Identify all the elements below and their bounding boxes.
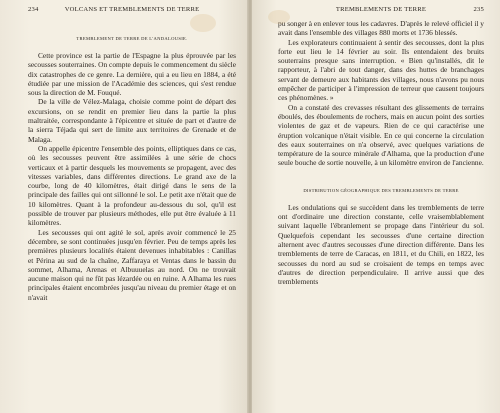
paragraph: De la ville de Vélez-Malaga, choisie comme point de départ des excursions, on se rendit en premier lieu dans la partie la plus maltraitée, correspondante à l'épicentre et située de part et d'autre de la sierra Téjada qui sert de limite aux territoires de Grenade et de Malaga.	[28, 97, 236, 144]
right-running-head	[278, 6, 484, 19]
page-number: 234	[28, 6, 39, 13]
paragraph: On a constaté des crevasses résultant des glissements de terrains éboulés, des éboulements de rochers, mais en aucun point des sorties violentes de gaz et de vapeurs. Rien de ce qui caractérise une éruption volcanique n'était visible. En ce qui concerne la circulation des eaux souterraines on n'a observé, avec quelques variations de température de la source minérale d'Alhama, que la production d'une seule bouche de sortie nouvelle, à un kilomètre environ de l'ancienne.	[278, 102, 484, 168]
section-title: DISTRIBUTION GÉOGRAPHIQUE DES TREMBLEMENTS DE TERRE	[303, 187, 459, 193]
page-number: 235	[473, 6, 484, 13]
right-page	[252, 0, 500, 413]
paragraph: On appelle épicentre l'ensemble des points, elliptiques dans ce cas, où les secousses peuvent être assimilées à une série de chocs verticaux et à partir desquels les mouvements se propagent, avec des vitesses variables, dans différentes directions. Le grand axe de la courbe, long de 40 kilomètres, était dirigé dans le sens de la principale des failles qui ont sillonné le sol. Le petit axe n'était que de 10 kilomètres. Quant à la profondeur au-dessous du sol, qu'il est possible de trouver par plusieurs méthodes, elle put être évaluée à 11 kilomètres.	[28, 143, 236, 228]
paragraph: Les explorateurs continuaient à sentir des secousses, dont la plus forte eut lieu le 14 février au soir. Ils entendaient des bruits souterrains presque sans interruption. « Bien qu'installés, dit le rapporteur, à l'abri de tout danger, dans des huttes de branchages servant de demeure aux habitants des villages, nous n'avons pu nous empêcher de participer à l'impression de terreur que causent toujours ces phénomènes. »	[278, 37, 484, 103]
running-head-title: TREMBLEMENTS DE TERRE	[335, 6, 427, 13]
paragraph: Cette province est la partie de l'Espagne la plus éprouvée par les secousses souterraines. On compte depuis le commencement du siècle dix catastrophes de ce genre. La dernière, qui a eu lieu en 1884, a été étudiée par une mission de l'Académie des sciences, qui s'est rendue sous la direction de M. Fouqué.	[28, 51, 236, 98]
paragraph: Les ondulations qui se succèdent dans les tremblements de terre ont d'ordinaire une direction constante, celle vraisemblablement suivant laquelle l'ébranlement se propage dans l'intérieur du sol. Quelquefois cependant les secousses d'une certaine direction alternent avec d'autres secousses d'une direction différente. Dans les tremblements de terre de Caracas, en 1811, et du Chili, en 1822, les secousses du nord au sud se croisaient de temps en temps avec d'autres de direction perpendiculaire. Il arrive aussi que des tremblements	[278, 202, 484, 287]
section-title: TREMBLEMENT DE TERRE DE L'ANDALOUSIE.	[76, 36, 188, 41]
running-head-title: VOLCANS ET TREMBLEMENTS DE TERRE	[64, 6, 200, 13]
paragraph: pu songer à en enlever tous les cadavres. D'après le relevé officiel il y avait dans l'ensemble des villages 880 morts et 1736 blessés.	[278, 19, 484, 38]
left-page	[0, 0, 248, 413]
paragraph: Les secousses qui ont agité le sol, après avoir commencé le 25 décembre, se sont continuées jusqu'en février. Peu de temps après les premières plusieurs localités étaient devenues inhabitables : Canillas et Périna au sud de la chaîne, Zaffaraya et Ventas dans le bassin du sommet, Alhama, Arenas et Albuuuelas au nord. On ne trouvait aucune maison qui ne fût pas lézardée ou en ruine. A Alhama les rues principales étaient encombrées jusqu'au niveau du premier étage et on n'avait	[28, 227, 236, 302]
left-running-head	[28, 6, 236, 19]
